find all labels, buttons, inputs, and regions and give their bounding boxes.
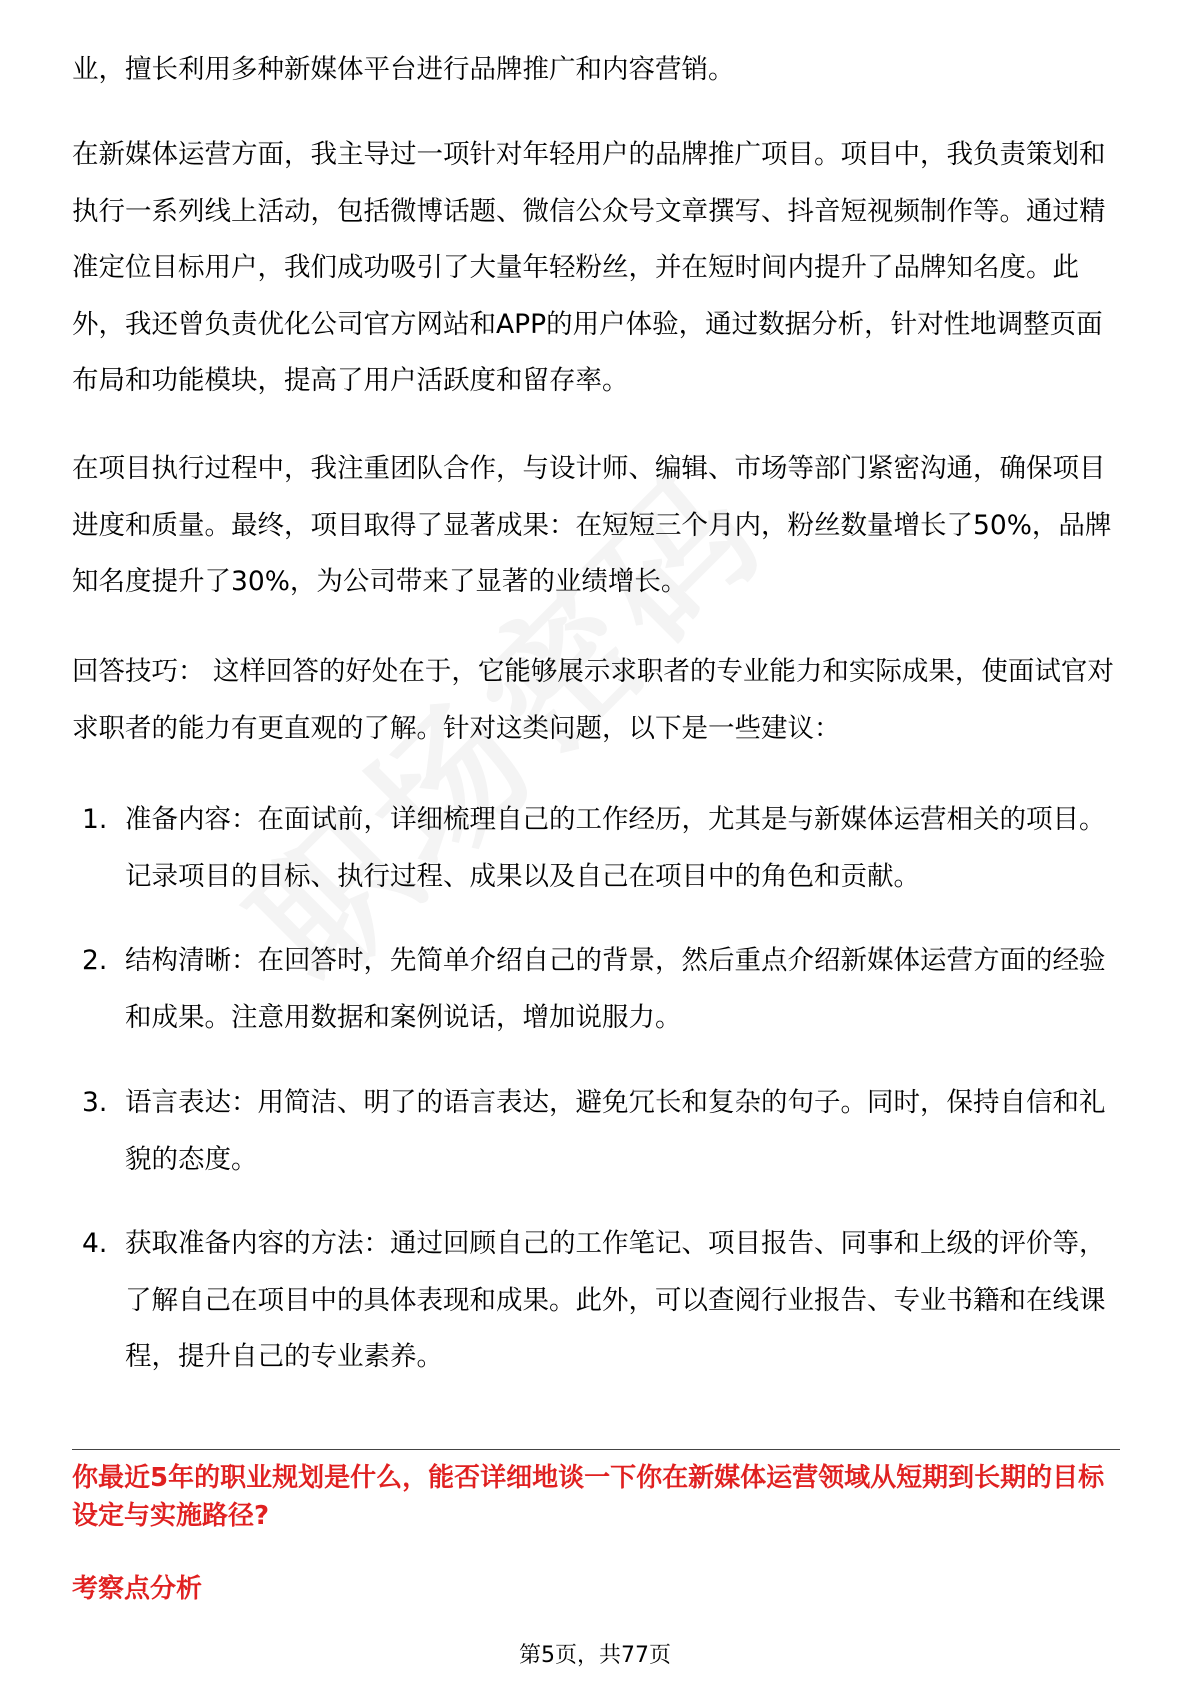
tip-text: 结构清晰：在回答时，先简单介绍自己的背景，然后重点介绍新媒体运营方面的经验和成果。注意用数据和案例说话，增加说服力。 <box>125 945 1106 1033</box>
tip-text: 获取准备内容的方法：通过回顾自己的工作笔记、项目报告、同事和上级的评价等，了解自己在项目中的具体表现和成果。此外，可以查阅行业报告、专业书籍和在线课程，提升自己的专业素养。 <box>125 1228 1106 1372</box>
interview-question-heading: 你最近5年的职业规划是什么，能否详细地谈一下你在新媒体运营领域从短期到长期的目标设定与实施路径? <box>72 1463 1105 1531</box>
paragraph-project-results: 在项目执行过程中，我注重团队合作，与设计师、编辑、市场等部门紧密沟通，确保项目进度和质量。最终，项目取得了显著成果：在短短三个月内，粉丝数量增长了50%，品牌知名度提升了30%，为公司带来了显著的业绩增长。 <box>72 453 1112 597</box>
tip-number: 3. <box>82 1087 108 1118</box>
page-footer: 第5页，共77页 <box>519 1643 671 1668</box>
paragraph-intro-continuation: 业，擅长利用多种新媒体平台进行品牌推广和内容营销。 <box>72 54 735 85</box>
analysis-heading: 考察点分析 <box>72 1574 203 1604</box>
tip-number: 1. <box>82 804 108 835</box>
tip-number: 4. <box>82 1228 108 1259</box>
paragraph-project-experience: 在新媒体运营方面，我主导过一项针对年轻用户的品牌推广项目。项目中，我负责策划和执行一系列线上活动，包括微博话题、微信公众号文章撰写、抖音短视频制作等。通过精准定位目标用户，我们成功吸引了大量年轻粉丝，并在短时间内提升了品牌知名度。此外，我还曾负责优化公司官方网站和APP的用户体验，通过数据分析，针对性地调整页面布局和功能模块，提高了用户活跃度和留存率。 <box>72 139 1106 396</box>
tip-text: 语言表达：用简洁、明了的语言表达，避免冗长和复杂的句子。同时，保持自信和礼貌的态度。 <box>125 1087 1106 1175</box>
tip-number: 2. <box>82 945 108 976</box>
tip-list-item <box>82 933 1122 1046</box>
tip-list-item <box>82 1216 1122 1386</box>
paragraph-answer-tips: 回答技巧： 这样回答的好处在于，它能够展示求职者的专业能力和实际成果，使面试官对求职者的能力有更直观的了解。针对这类问题，以下是一些建议： <box>72 656 1114 744</box>
tip-text: 准备内容：在面试前，详细梳理自己的工作经历，尤其是与新媒体运营相关的项目。记录项目的目标、执行过程、成果以及自己在项目中的角色和贡献。 <box>125 804 1106 892</box>
tip-list-item <box>82 792 1122 905</box>
section-divider <box>72 1449 1120 1450</box>
tip-list-item <box>82 1075 1122 1188</box>
